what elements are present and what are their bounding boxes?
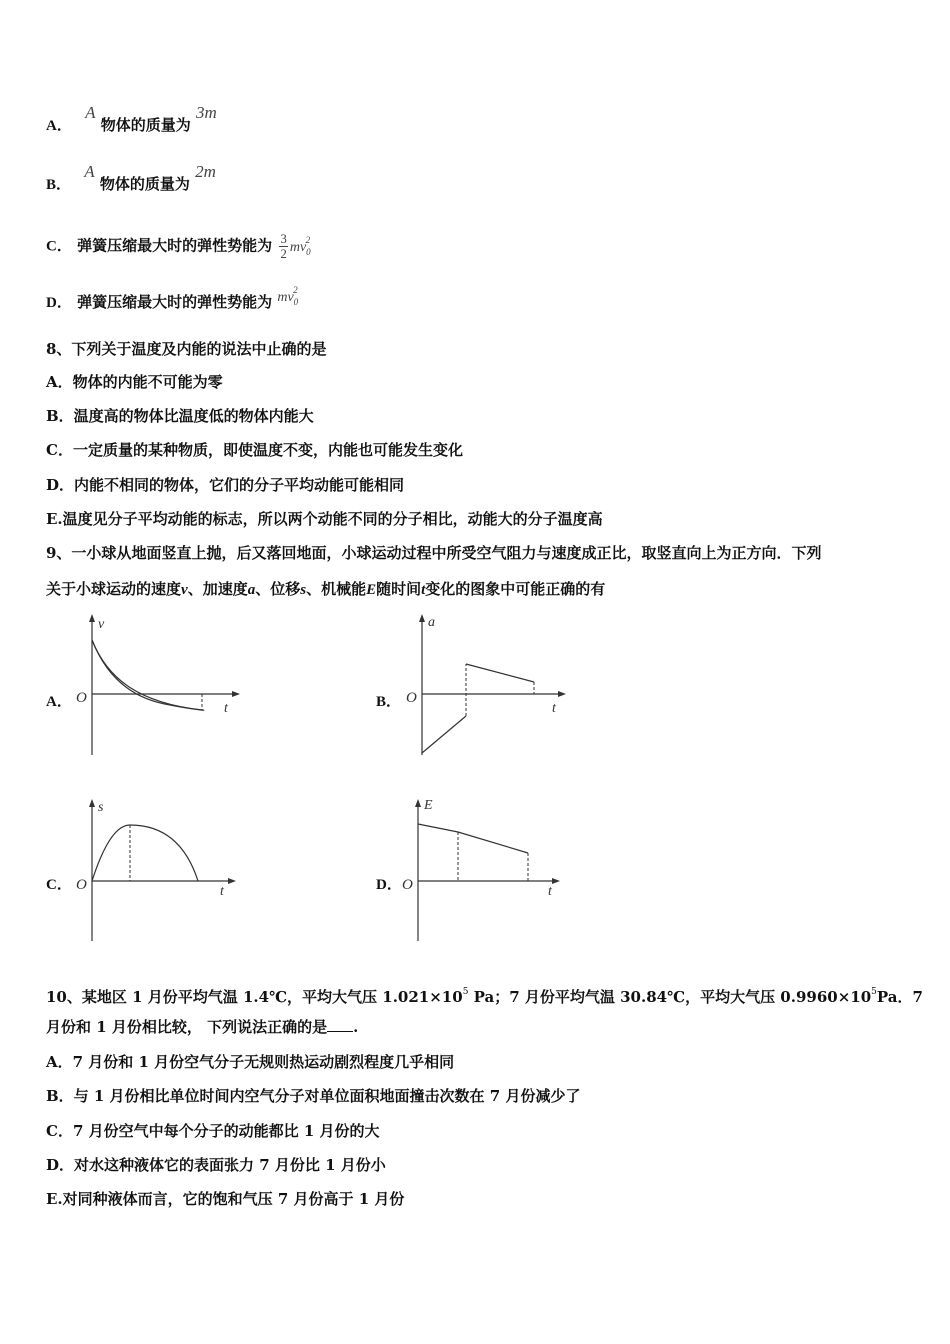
- q10-option-a: A．7 月份和 1 月份空气分子无规则热运动剧烈程度几乎相同: [46, 1053, 455, 1071]
- q8-option-b: B．温度高的物体比温度低的物体内能大: [46, 407, 314, 425]
- origin-label: O: [406, 690, 417, 706]
- q8-option-a: A．物体的内能不可能为零: [46, 373, 223, 391]
- option-text: 物体的质量为: [99, 175, 190, 193]
- q10-stem-line1: [46, 982, 923, 1007]
- option-label: D．: [46, 295, 72, 311]
- q8-stem: 8、下列关于温度及内能的说法中止确的是: [46, 340, 327, 358]
- text: 、位移: [255, 580, 301, 598]
- q7-option-d: [46, 285, 303, 314]
- q10-option-d: D．对水这种液体它的表面张力 7 月份比 1 月份小: [46, 1156, 386, 1174]
- x-arrow: [552, 878, 560, 884]
- x-arrow: [232, 691, 240, 697]
- y-arrow: [89, 614, 95, 622]
- var-a: a: [247, 582, 256, 598]
- y-label: a: [428, 615, 435, 630]
- velocity-curve-main: [92, 640, 202, 710]
- x-arrow: [558, 691, 566, 697]
- y-arrow: [419, 614, 425, 622]
- q10-option-c: C．7 月份空气中每个分子的动能都比 1 月份的大: [46, 1122, 380, 1140]
- x-label: t: [552, 701, 556, 716]
- displacement-curve: [92, 825, 198, 881]
- y-arrow: [415, 799, 421, 807]
- q10-option-b: B．与 1 月份相比单位时间内空气分子对单位面积地面撞击次数在 7 月份减少了: [46, 1087, 581, 1105]
- origin-label: O: [76, 877, 87, 893]
- fraction-denominator: 2: [280, 246, 287, 261]
- math-expr: [289, 234, 315, 257]
- superscript: 2: [293, 285, 298, 295]
- exponent: 5: [871, 987, 877, 997]
- q10-stem-line2: [46, 1017, 358, 1037]
- option-label: C．: [46, 238, 72, 255]
- x-label: t: [220, 884, 224, 899]
- graph-b-option: B．: [376, 694, 402, 710]
- graph-a-option: A．: [46, 694, 72, 710]
- velocity-curve: [92, 640, 204, 710]
- math-var: A: [84, 162, 95, 181]
- y-label: s: [98, 800, 104, 815]
- text: 月份和 1 月份相比较， 下列说法正确的是: [46, 1018, 328, 1036]
- q8-option-e: E.温度见分子平均动能的标志，所以两个动能不同的分子相比，动能大的分子温度高: [46, 510, 603, 528]
- q8-option-d: D．内能不相同的物体，它们的分子平均动能可能相同: [46, 476, 405, 494]
- superscript: 2: [305, 234, 311, 245]
- math-expr: 3m: [195, 103, 217, 122]
- q8-option-c: C．一定质量的某种物质，即使温度不变，内能也可能发生变化: [46, 441, 463, 459]
- exponent: 5: [462, 987, 469, 997]
- q7-option-a: [46, 103, 217, 136]
- var-v: v: [181, 582, 188, 598]
- energy-line-1: [418, 824, 458, 832]
- text: Pa；7 月份平均气温 30.84℃，平均大气压 0.9960×10: [468, 988, 872, 1006]
- graph-b-acceleration: [400, 610, 580, 760]
- origin-label: O: [76, 690, 87, 706]
- fraction-numerator: 3: [280, 231, 287, 246]
- origin-label: O: [402, 877, 413, 893]
- option-label: A．: [46, 118, 72, 134]
- math-var: A: [85, 103, 96, 122]
- q10-option-e: E.对同种液体而言，它的饱和气压 7 月份高于 1 月份: [46, 1190, 405, 1208]
- graph-d-energy: [396, 795, 576, 945]
- option-label: B．: [46, 177, 72, 193]
- text: .: [353, 1018, 359, 1036]
- text: 关于小球运动的速度: [46, 580, 182, 598]
- math-base: mv: [277, 290, 294, 305]
- math-expr: 2m: [195, 162, 216, 181]
- text: 、加速度: [187, 580, 248, 598]
- var-s: s: [300, 582, 307, 598]
- var-e: E: [366, 582, 377, 598]
- q9-stem-line2: [46, 579, 605, 600]
- y-arrow: [89, 799, 95, 807]
- var-t: t: [421, 582, 426, 598]
- graph-c-displacement: [70, 795, 250, 945]
- q7-option-c: [46, 232, 315, 261]
- q9-stem-line1: 9、一小球从地面竖直上抛，后又落回地面，小球运动过程中所受空气阻力与速度成正比，取竖直向上为正方向．下列: [46, 544, 822, 562]
- subscript: 0: [306, 246, 311, 257]
- math-base: mv: [289, 239, 307, 255]
- text: 、机械能: [306, 580, 367, 598]
- answer-blank: [327, 1017, 353, 1032]
- x-arrow: [228, 878, 236, 884]
- graph-a-velocity: [70, 610, 250, 760]
- subscript: 0: [293, 297, 299, 307]
- text: 变化的图象中可能正确的有: [425, 580, 606, 598]
- x-label: t: [224, 701, 228, 716]
- y-label: E: [424, 798, 433, 813]
- text: 随时间: [376, 580, 422, 598]
- option-text: 物体的质量为: [100, 116, 191, 134]
- option-text: 弹簧压缩最大时的弹性势能为: [77, 293, 273, 311]
- q7-option-b: [46, 162, 216, 195]
- text: Pa．7: [876, 988, 923, 1006]
- math-expr: [277, 285, 302, 307]
- energy-line-2: [458, 832, 528, 853]
- accel-line-up: [466, 664, 534, 682]
- graph-d-option: D．: [376, 877, 402, 893]
- fraction: [279, 232, 288, 261]
- x-label: t: [548, 884, 552, 899]
- y-label: v: [98, 617, 105, 632]
- text: 10、某地区 1 月份平均气温 1.4℃，平均大气压 1.021×10: [46, 988, 463, 1006]
- graph-c-option: C．: [46, 877, 72, 893]
- option-text: 弹簧压缩最大时的弹性势能为: [77, 236, 273, 255]
- accel-line-down: [422, 716, 466, 753]
